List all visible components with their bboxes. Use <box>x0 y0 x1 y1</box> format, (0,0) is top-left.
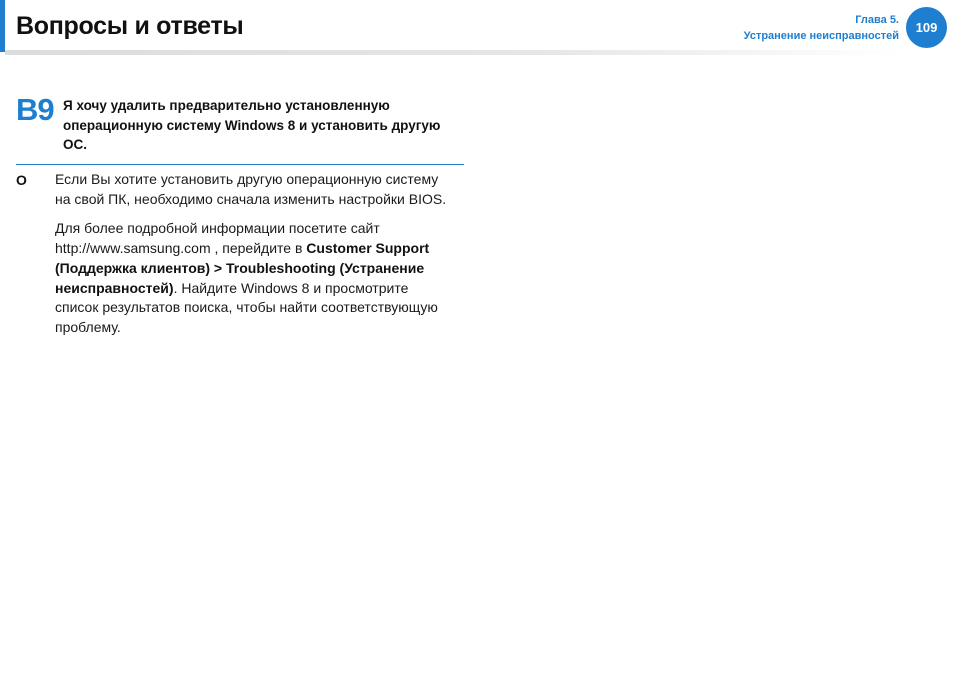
header-accent-bar <box>0 0 5 52</box>
page-number-badge: 109 <box>906 7 947 48</box>
chapter-label <box>744 12 899 44</box>
answer-marker: O <box>16 172 27 188</box>
answer-p2-outro: . Найдите Windows 8 и просмотрите список результатов поиска, чтобы найти соответствующую проблему. <box>55 279 438 335</box>
answer-p2-intro: Для более подробной информации посетите сайт http://www.samsung.com , перейдите в <box>55 220 380 257</box>
support-path-text: Customer Support (Поддержка клиентов) > Troubleshooting (Устранение неисправностей) <box>55 240 430 296</box>
chapter-section: Устранение неисправностей <box>743 30 899 42</box>
header-divider <box>5 50 900 55</box>
chapter-number: Глава 5. <box>855 14 899 26</box>
question-marker: B9 <box>16 92 54 127</box>
answer-paragraph-1: Если Вы хотите установить другую операционную систему на свой ПК, необходимо сначала изменить настройки BIOS. <box>55 171 447 207</box>
page-header <box>0 0 954 56</box>
question-text: Я хочу удалить предварительно установленную операционную систему Windows 8 и установить другую ОС. <box>63 98 441 152</box>
answer-body <box>55 170 455 348</box>
question-divider <box>16 164 464 165</box>
answer-paragraph-2 <box>55 219 455 337</box>
page-title: Вопросы и ответы <box>16 12 244 40</box>
